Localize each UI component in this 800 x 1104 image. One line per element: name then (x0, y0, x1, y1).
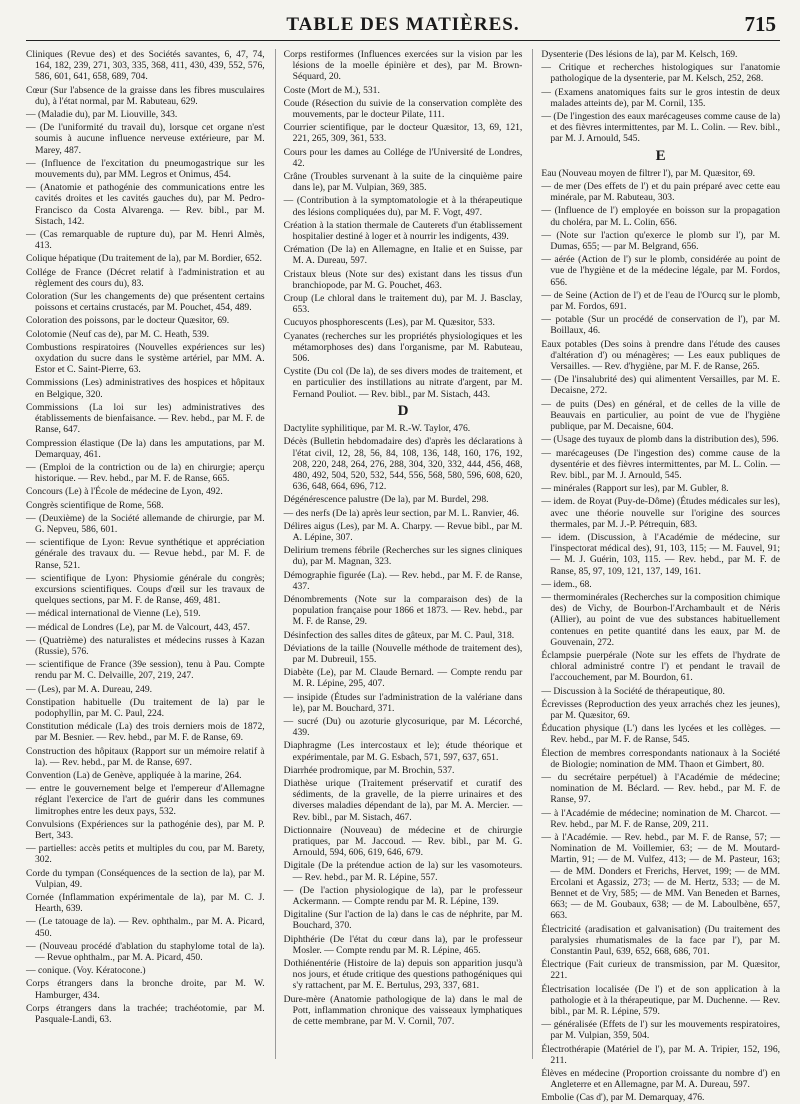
index-columns (26, 49, 781, 1104)
index-entry: Dénombrements (Note sur la comparaison des) de la population française pour 1866 et 1873. — Rev. hebd., par M. F. de Ranse, 29. (283, 593, 523, 628)
index-entry: Électrothérapie (Matériel de l'), par M. A. Tripier, 152, 196, 211. (541, 1043, 781, 1066)
index-entry: Constitution médicale (La) des trois derniers mois de 1872, par M. Besnier. — Rev. hebd., par M. F. de Ranse, 69. (26, 721, 265, 744)
index-entry: Élèves en médecine (Proportion croissante du nombre d') en Angleterre et en Allemagne, par M. A. Dureau, 597. (541, 1068, 781, 1091)
index-entry: Cucuyos phosphorescents (Les), par M. Quæsitor, 533. (283, 317, 495, 329)
index-entry: — marécageuses (De l'ingestion des) comme cause de la dysentérie et des fièvres intermittentes, par M. L. Colin. — Rev. bibl., par M. J. Arnould, 545. (541, 447, 781, 481)
index-entry: Convulsions (Expériences sur la pathogénie des), par M. P. Bert, 343. (26, 818, 265, 841)
index-entry: — (De l'uniformité du travail du), lorsque cet organe n'est soumis à aucune influence nerveuse extérieure, par M. Marey, 487. (26, 122, 265, 156)
index-entry: — (Influence de l') employée en boisson sur la propagation du choléra, par M. L. Colin, 656. (541, 205, 781, 228)
index-entry: — (Le tatouage de la). — Rev. ophthalm., par M. A. Picard, 450. (26, 916, 265, 939)
index-entry: Coloration des poissons, par le docteur Quæsitor, 69. (26, 315, 230, 327)
index-entry: Crâne (Troubles survenant à la suite de la cinquième paire dans le), par M. Vulpian, 369, 385. (283, 171, 523, 194)
index-entry: Électrisation localisée (De l') et de son application à la pathologie et à la thérapeutique, par M. Duchenne. — Rev. bibl., par M. R. Lépine, 579. (541, 983, 781, 1018)
index-entry: — du secrétaire perpétuel) à l'Académie de médecine; nomination de M. Béclard. — Rev. hebd., par M. F. de Ranse, 97. (541, 771, 781, 806)
index-entry: Crémation (De la) en Allemagne, en Italie et en Suisse, par M. A. Dureau, 597. (283, 244, 523, 267)
index-entry: — idem. de Royat (Puy-de-Dôme) (Études médicales sur les), avec une théorie nouvelle sur l'origine des sources thermales, par M. J.-P. Pétrequin, 683. (541, 496, 781, 530)
index-entry: Cours pour les dames au Collége de l'Université de Londres, 42. (283, 146, 523, 169)
index-entry: Dégénérescence palustre (De la), par M. Burdel, 298. (283, 494, 489, 506)
index-entry: Combustions respiratoires (Nouvelles expériences sur les) oxydation du sucre dans le système artériel, par MM. A. Estor et C. Saint-Pierre, 63. (26, 341, 265, 376)
index-entry: Diabète (Le), par M. Claude Bernard. — Compte rendu par M. R. Lépine, 295, 407. (283, 667, 523, 690)
index-entry: — Discussion à la Société de thérapeutique, 80. (541, 685, 725, 697)
index-entry: Corde du tympan (Conséquences de la section de la), par M. Vulpian, 49. (26, 867, 265, 890)
index-entry: — (Quatrième) des naturalistes et médecins russes à Kazan (Russie), 576. (26, 634, 265, 657)
index-entry: Dictionnaire (Nouveau) de médecine et de chirurgie pratiques, par M. Jaccoud. — Rev. bibl., par M. G. Arnould, 594, 606, 619, 646, 679. (283, 824, 523, 859)
index-entry: Écrevisses (Reproduction des yeux arrachés chez les jeunes), par M. Quæsitor, 69. (541, 698, 781, 721)
index-entry: — (De l'action physiologique de la), par le professeur Ackermann. — Compte rendu par M. R. Lépine, 139. (283, 884, 523, 908)
index-entry: — de mer (Des effets de l') et du pain préparé avec cette eau minérale, par M. Rabuteau, 303. (541, 181, 781, 204)
index-entry: Corps restiformes (Influences exercées sur la vision par les lésions de la moelle épinière et des), par M. Brown-Séquard, 20. (283, 49, 523, 83)
index-entry: — idem. (Discussion, à l'Académie de médecine, sur l'inspectorat médical des), 91, 103, 115; — M. Fauvel, 91; — M. J. Guérin, 103, 115. — Rev. hebd., par M. F. de Ranse, 85, 97, 109, 121, 137, 149, 161. (541, 531, 781, 577)
page-header (26, 10, 780, 41)
index-entry: Commissions (La loi sur les) administratives des établissements de bienfaisance. — Rev. hebd., par M. F. de Ranse, 647. (26, 401, 265, 436)
index-entry: Coste (Mort de M.), 531. (283, 84, 380, 96)
index-entry: — à l'Académie de médecine; nomination de M. Charcot. — Rev. hebd., par M. F. de Ranse, 209, 211. (541, 807, 781, 830)
index-entry: — (De l'insalubrité des) qui alimentent Versailles, par M. E. Decaisne, 272. (541, 374, 781, 397)
index-entry: Éclampsie puerpérale (Note sur les effets de l'hydrate de chloral administré contre l') et pendant le travail de l'accouchement, par M. Bourdon, 61. (541, 649, 781, 684)
index-entry: — (Les), par M. A. Dureau, 249. (26, 683, 153, 695)
index-entry: Cœur (Sur l'absence de la graisse dans les fibres musculaires du), à l'état normal, par M. Rabuteau, 629. (26, 84, 265, 107)
index-entry: Électricité (aradisation et galvanisation) (Du traitement des paralysies rhumatismales de la face par l'), par M. Constantin Paul, 639, 652, 668, 686, 701. (541, 923, 781, 958)
index-entry: Délires aigus (Les), par M. A. Charpy. — Revue bibl., par M. A. Lépine, 307. (283, 520, 523, 543)
index-entry: Construction des hôpitaux (Rapport sur un mémoire relatif à la). — Rev. hebd., par M. de Ranse, 697. (26, 745, 265, 768)
index-entry: — de puits (Des) en général, et de celles de la ville de Beauvais en particulier, au point de vue de l'hygiène publique, par M. Decaisne, 604. (541, 398, 781, 433)
index-entry: Élection de membres correspondants nationaux à la Société de Biologie; nomination de MM. Thaon et Gimbert, 80. (541, 747, 781, 770)
index-entry: — (Nouveau procédé d'ablation du staphylome total de la). — Revue ophthalm., par M. A. Picard, 450. (26, 940, 265, 964)
index-entry: — à l'Académie. — Rev. hebd., par M. F. de Ranse, 57; — Nomination de M. Voillemier, 63; — de M. Moutard-Martin, 91; — de M. Vulfez, 413; — de M. Pasteur, 163; — de MM. Donders et Frerichs, Hervet, 199; — de MM. Ercolani et Agassiz, 273; — de M. Hertz, 533; — de M. Bennet et de Vry, 585; — de MM. Van Beneden et Barnes, 663; — de M. Goubaux, 638; — de M. Laboulbène, 657, 663. (541, 832, 781, 922)
index-entry: Convention (La) de Genève, appliquée à la marine, 264. (26, 769, 242, 781)
index-entry: Cyanates (recherches sur les propriétés physiologiques et les métamorphoses des) dans l'organisme, par M. Rabuteau, 506. (283, 330, 523, 365)
index-entry: Dysenterie (Des lésions de la), par M. Kelsch, 169. (541, 49, 738, 60)
index-entry: Collége de France (Décret relatif à l'administration et au règlement des cours du), 83. (26, 266, 265, 289)
index-entry: Cornée (Inflammation expérimentale de la), par M. C. J. Hearth, 639. (26, 892, 265, 915)
index-entry: Décès (Bulletin hebdomadaire des) d'après les déclarations à l'état civil, 12, 28, 56, 84, 108, 136, 148, 160, 176, 192, 208, 220, 248, 264, 276, 288, 304, 320, 332, 444, 456, 468, 480, 492, 504, 520, 532, 544, 556, 568, 580, 596, 608, 620, 636, 648, 664, 696, 712. (283, 436, 523, 493)
index-entry: Électrique (Fait curieux de transmission, par M. Quæsitor, 221. (541, 959, 781, 982)
index-entry: — scientifique de France (39e session), tenu à Pau. Compte rendu par M. C. Delvaille, 207, 219, 247. (26, 659, 265, 682)
section-letter: E (655, 147, 666, 164)
index-entry: Courrier scientifique, par le docteur Quæsitor, 13, 69, 121, 221, 265, 309, 361, 533. (283, 122, 523, 145)
index-entry: — (Influence de l'excitation du pneumogastrique sur les mouvements du), par MM. Legros et Onimus, 454. (26, 157, 265, 181)
index-entry: Dactylite syphilitique, par M. R.-W. Taylor, 476. (283, 423, 471, 435)
index-entry: — Critique et recherches histologiques sur l'anatomie pathologique de la dysenterie, par M. Kelsch, 252, 268. (541, 62, 781, 85)
index-entry: — potable (Sur un procédé de conservation de l'), par M. Boillaux, 46. (541, 314, 781, 337)
index-entry: Corps étrangers dans la trachée; trachéotomie, par M. Pasquale-Landi, 63. (26, 1002, 265, 1026)
index-column-1 (26, 49, 265, 1059)
index-column-2 (275, 49, 523, 1059)
index-entry: Croup (Le chloral dans le traitement du), par M. J. Basclay, 653. (283, 293, 523, 316)
index-entry: Cystite (Du col (De la), de ses divers modes de traitement, et en particulier des instillations au nitrate d'argent, par M. Fernand Pouliot. — Rev. bibl., par M. Sistach, 443. (283, 366, 523, 400)
index-entry: — thermominérales (Recherches sur la composition chimique des) de Vichy, de Bourbon-l'Archambault et de Néris (Allier), au point de vue des substances habituellement contenues en petite quantité dans les eaux, par M. de Gouvenain, 272. (541, 591, 781, 648)
index-entry: Démographie figurée (La). — Rev. hebd., par M. F. de Ranse, 437. (283, 569, 523, 592)
index-entry: Diphthérie (De l'état du cœur dans la), par le professeur Mosler. — Compte rendu par M. R. Lépine, 465. (283, 933, 523, 956)
index-entry: — des nerfs (De la) après leur section, par M. L. Ranvier, 46. (283, 507, 520, 519)
index-entry: Dothiénentérie (Histoire de la) depuis son apparition jusqu'à nos jours, et étude critique des questions pathogéniques qui s'y rattachent, par M. E. Bertulus, 293, 337, 681. (283, 958, 523, 992)
index-entry: — scientifique de Lyon: Revue synthétique et appréciation générale des travaux du. — Revue hebd., par M. F. de Ranse, 521. (26, 537, 265, 571)
index-entry: Digitaline (Sur l'action de la) dans le cas de néphrite, par M. Bouchard, 370. (283, 909, 523, 932)
index-entry: — (Emploi de la contriction ou de la) en chirurgie; aperçu historique. — Rev. hebd., par M. F. de Ranse, 665. (26, 461, 265, 485)
index-entry: — aérée (Action de l') sur le plomb, considérée au point de vue de l'hygiène et de la médecine légale, par M. Fordos, 656. (541, 254, 781, 288)
index-entry: Compression élastique (De la) dans les amputations, par M. Demarquay, 461. (26, 437, 265, 460)
index-entry: Digitale (De la prétendue action de la) sur les vasomoteurs. — Rev. hebd., par M. R. Lépine, 557. (283, 860, 523, 883)
index-entry: Colotomie (Neuf cas de), par M. C. Heath, 539. (26, 328, 210, 340)
index-entry: — médical de Londres (Le), par M. de Valcourt, 443, 457. (26, 621, 250, 633)
index-entry: — généralisée (Effets de l') sur les mouvements respiratoires, par M. Vulpian, 359, 504. (541, 1019, 781, 1042)
index-column-3 (532, 49, 781, 1104)
index-entry: — (Cas remarquable de rupture du), par M. Henri Almès, 413. (26, 229, 265, 252)
index-entry: — médical international de Vienne (Le), 519. (26, 608, 201, 620)
index-entry: Création à la station thermale de Cauterets d'un établissement hospitalier destiné à loger et à nourrir les indigents, 439. (283, 219, 523, 243)
index-entry: Déviations de la taille (Nouvelle méthode de traitement des), par M. Dubreuil, 155. (283, 642, 523, 665)
index-entry: Embolie (Cas d'), par M. Demarquay, 476. (541, 1092, 705, 1104)
index-entry: Commissions (Les) administratives des hospices et hôpitaux en Belgique, 320. (26, 377, 265, 400)
index-entry: — minérales (Rapport sur les), par M. Gubler, 8. (541, 483, 729, 495)
index-entry: — scientifique de Lyon: Physiomie générale du congrès; excursions scientifiques. Coups d'œil sur les travaux de quelques sections, par M. F. de Ranse, 469, 481. (26, 572, 265, 607)
index-entry: — idem., 68. (541, 578, 592, 590)
index-entry: Éducation physique (L') dans les lycées et les collèges. — Rev. hebd., par M. F. de Ranse, 545. (541, 723, 781, 746)
index-entry: — (Deuxième) de la Société allemande de chirurgie, par M. G. Nepveu, 586, 601. (26, 512, 265, 535)
page-number: 715 (744, 12, 776, 36)
index-entry: Coude (Résection du suivie de la conservation complète des mouvements, par le docteur Pilate, 111. (283, 97, 523, 121)
index-entry: — (Examens anatomiques faits sur le gros intestin de deux malades atteints de), par M. Cornil, 135. (541, 86, 781, 109)
index-entry: — sucré (Du) ou azoturie glycosurique, par M. Lécorché, 439. (283, 715, 523, 739)
index-entry: — entre le gouvernement belge et l'empereur d'Allemagne réglant l'exercice de l'art de guérir dans les communes limitrophes entre les deux pays, 532. (26, 783, 265, 817)
index-entry: — (Usage des tuyaux de plomb dans la distribution des), 596. (541, 434, 779, 446)
index-entry: — (Maladie du), par M. Liouville, 343. (26, 109, 178, 121)
index-entry: — insipide (Études sur l'administration de la valériane dans le), par M. Bouchard, 371. (283, 691, 523, 714)
index-entry: — conique. (Voy. Kératocone.) (26, 965, 146, 977)
index-entry: Eau (Nouveau moyen de filtrer l'), par M. Quæsitor, 69. (541, 167, 756, 179)
index-entry: — (Contribution à la symptomatologie et à la thérapeutique des lésions compliquées du), par M. F. Vogt, 497. (283, 195, 523, 218)
section-letter: D (397, 402, 409, 419)
index-entry: — (Note sur l'action qu'exerce le plomb sur l'), par M. Dumas, 655; — par M. Belgrand, 656. (541, 229, 781, 253)
index-entry: — partielles: accès petits et multiples du cou, par M. Barety, 302. (26, 843, 265, 866)
index-entry: Constipation habituelle (Du traitement de la) par le podophyllin, par M. C. Paul, 224. (26, 696, 265, 719)
index-entry: Cristaux bleus (Note sur des) existant dans les tissus d'un branchiopode, par M. G. Pouchet, 463. (283, 268, 523, 291)
index-entry: Dure-mère (Anatomie pathologique de la) dans le mal de Pott, inflammation chronique des vaisseaux lymphatiques de cette membrane, par M. V. Cornil, 707. (283, 993, 523, 1028)
index-entry: Congrès scientifique de Rome, 568. (26, 499, 164, 511)
index-entry: — de Seine (Action de l') et de l'eau de l'Ourcq sur le plomb, par M. Fordos, 691. (541, 289, 781, 313)
index-entry: Eaux potables (Des soins à prendre dans l'étude des causes d'altération d') ou ménagères; — Les eaux publiques de Versailles. — Rev. d'hygiène, par M. F. de Ranse, 265. (541, 338, 781, 373)
page-title: TABLE DES MATIÈRES. (286, 14, 520, 35)
index-entry: Colique hépatique (Du traitement de la), par M. Bordier, 652. (26, 253, 262, 265)
index-entry: Diathèse urique (Traitement préservatif et curatif des sédiments, de la gravelle, de la pierre urinaires et des diverses maladies dépendant de la), par M. A. Mercier. — Rev. bibl., par M. Sistach, 467. (283, 777, 523, 823)
index-entry: Coloration (Sur les changements de) que présentent certains poissons et certains crustacés, par M. Pouchet, 454, 489. (26, 291, 265, 314)
index-entry: Diarrhée prodromique, par M. Brochin, 537. (283, 764, 455, 776)
index-entry: Diaphragme (Les intercostaux et le); étude théorique et expérimentale, par M. G. Esbach, 571, 597, 637, 651. (283, 740, 523, 763)
index-entry: Corps étrangers dans la bronche droite, par M. W. Hamburger, 434. (26, 978, 265, 1001)
index-entry: Concours (Le) à l'École de médecine de Lyon, 492. (26, 486, 223, 498)
index-entry: — (De l'ingestion des eaux marécageuses comme cause de la) et des fièvres intermittentes, par M. L. Colin. — Rev. bibl., par M. J. Arnould, 545. (541, 111, 781, 145)
index-entry: — (Anatomie et pathogénie des communications entre les cavités droites et les cavités gauches du), par M. Pedro-Francisco da Costa Alvarenga. — Rev. bibl., par M. Sistach, 142. (26, 182, 265, 227)
index-entry: Désinfection des salles dites de gâteux, par M. C. Paul, 318. (283, 629, 515, 641)
index-entry: Delirium tremens fébrile (Recherches sur les signes cliniques du), par M. Magnan, 323. (283, 545, 523, 568)
index-entry: Cliniques (Revue des) et des Sociétés savantes, 6, 47, 74, 164, 182, 239, 271, 303, 335, 368, 411, 430, 439, 552, 576, 586, 601, 641, 658, 689, 704. (26, 49, 265, 83)
